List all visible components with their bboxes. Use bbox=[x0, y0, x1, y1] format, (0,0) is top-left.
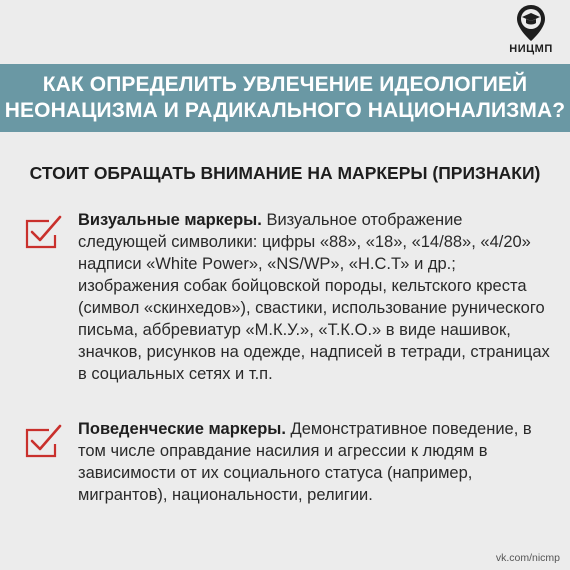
title-line-2: НЕОНАЦИЗМА И РАДИКАЛЬНОГО НАЦИОНАЛИЗМА? bbox=[4, 99, 566, 122]
subtitle: СТОИТ ОБРАЩАТЬ ВНИМАНИЕ НА МАРКЕРЫ (ПРИЗНАКИ) bbox=[29, 163, 541, 183]
graduation-cap-pin-icon bbox=[516, 4, 546, 42]
marker-behavioral-title: Поведенческие маркеры. bbox=[78, 420, 286, 438]
marker-visual-title: Визуальные маркеры. bbox=[78, 211, 262, 229]
title-banner bbox=[0, 64, 570, 132]
page-title bbox=[5, 72, 565, 124]
checkbox-checked-icon bbox=[24, 213, 62, 251]
marker-visual-description: Визуальное отображение следующей символики: цифры «88», «18», «14/88», «4/20» надписи «White Power», «NS/WP», «Н.С.Т» и др.; изображения собак бойцовской породы, кельтского креста (символ «скинхедов»), свастики, использование рунического письма, аббревиатур «М.К.У.», «Т.К.О.» в виде нашивок, значков, рисунков на одежде, надписей в тетради, страницах в социальных сетях и т.п. bbox=[78, 211, 550, 383]
footer-link[interactable]: vk.com/nicmp bbox=[495, 552, 560, 564]
marker-behavioral-text bbox=[78, 418, 554, 506]
marker-visual-text bbox=[78, 209, 554, 385]
title-line-1: КАК ОПРЕДЕЛИТЬ УВЛЕЧЕНИЕ ИДЕОЛОГИЕЙ bbox=[42, 73, 528, 96]
marker-behavioral-description: Демонстративное поведение, в том числе оправдание насилия и агрессии к людям в зависимости от их социального статуса (например, мигрантов), национальности, религии. bbox=[78, 420, 532, 504]
logo-text: НИЦМП bbox=[509, 43, 553, 55]
checkbox-checked-icon bbox=[24, 422, 62, 460]
logo bbox=[504, 4, 558, 60]
